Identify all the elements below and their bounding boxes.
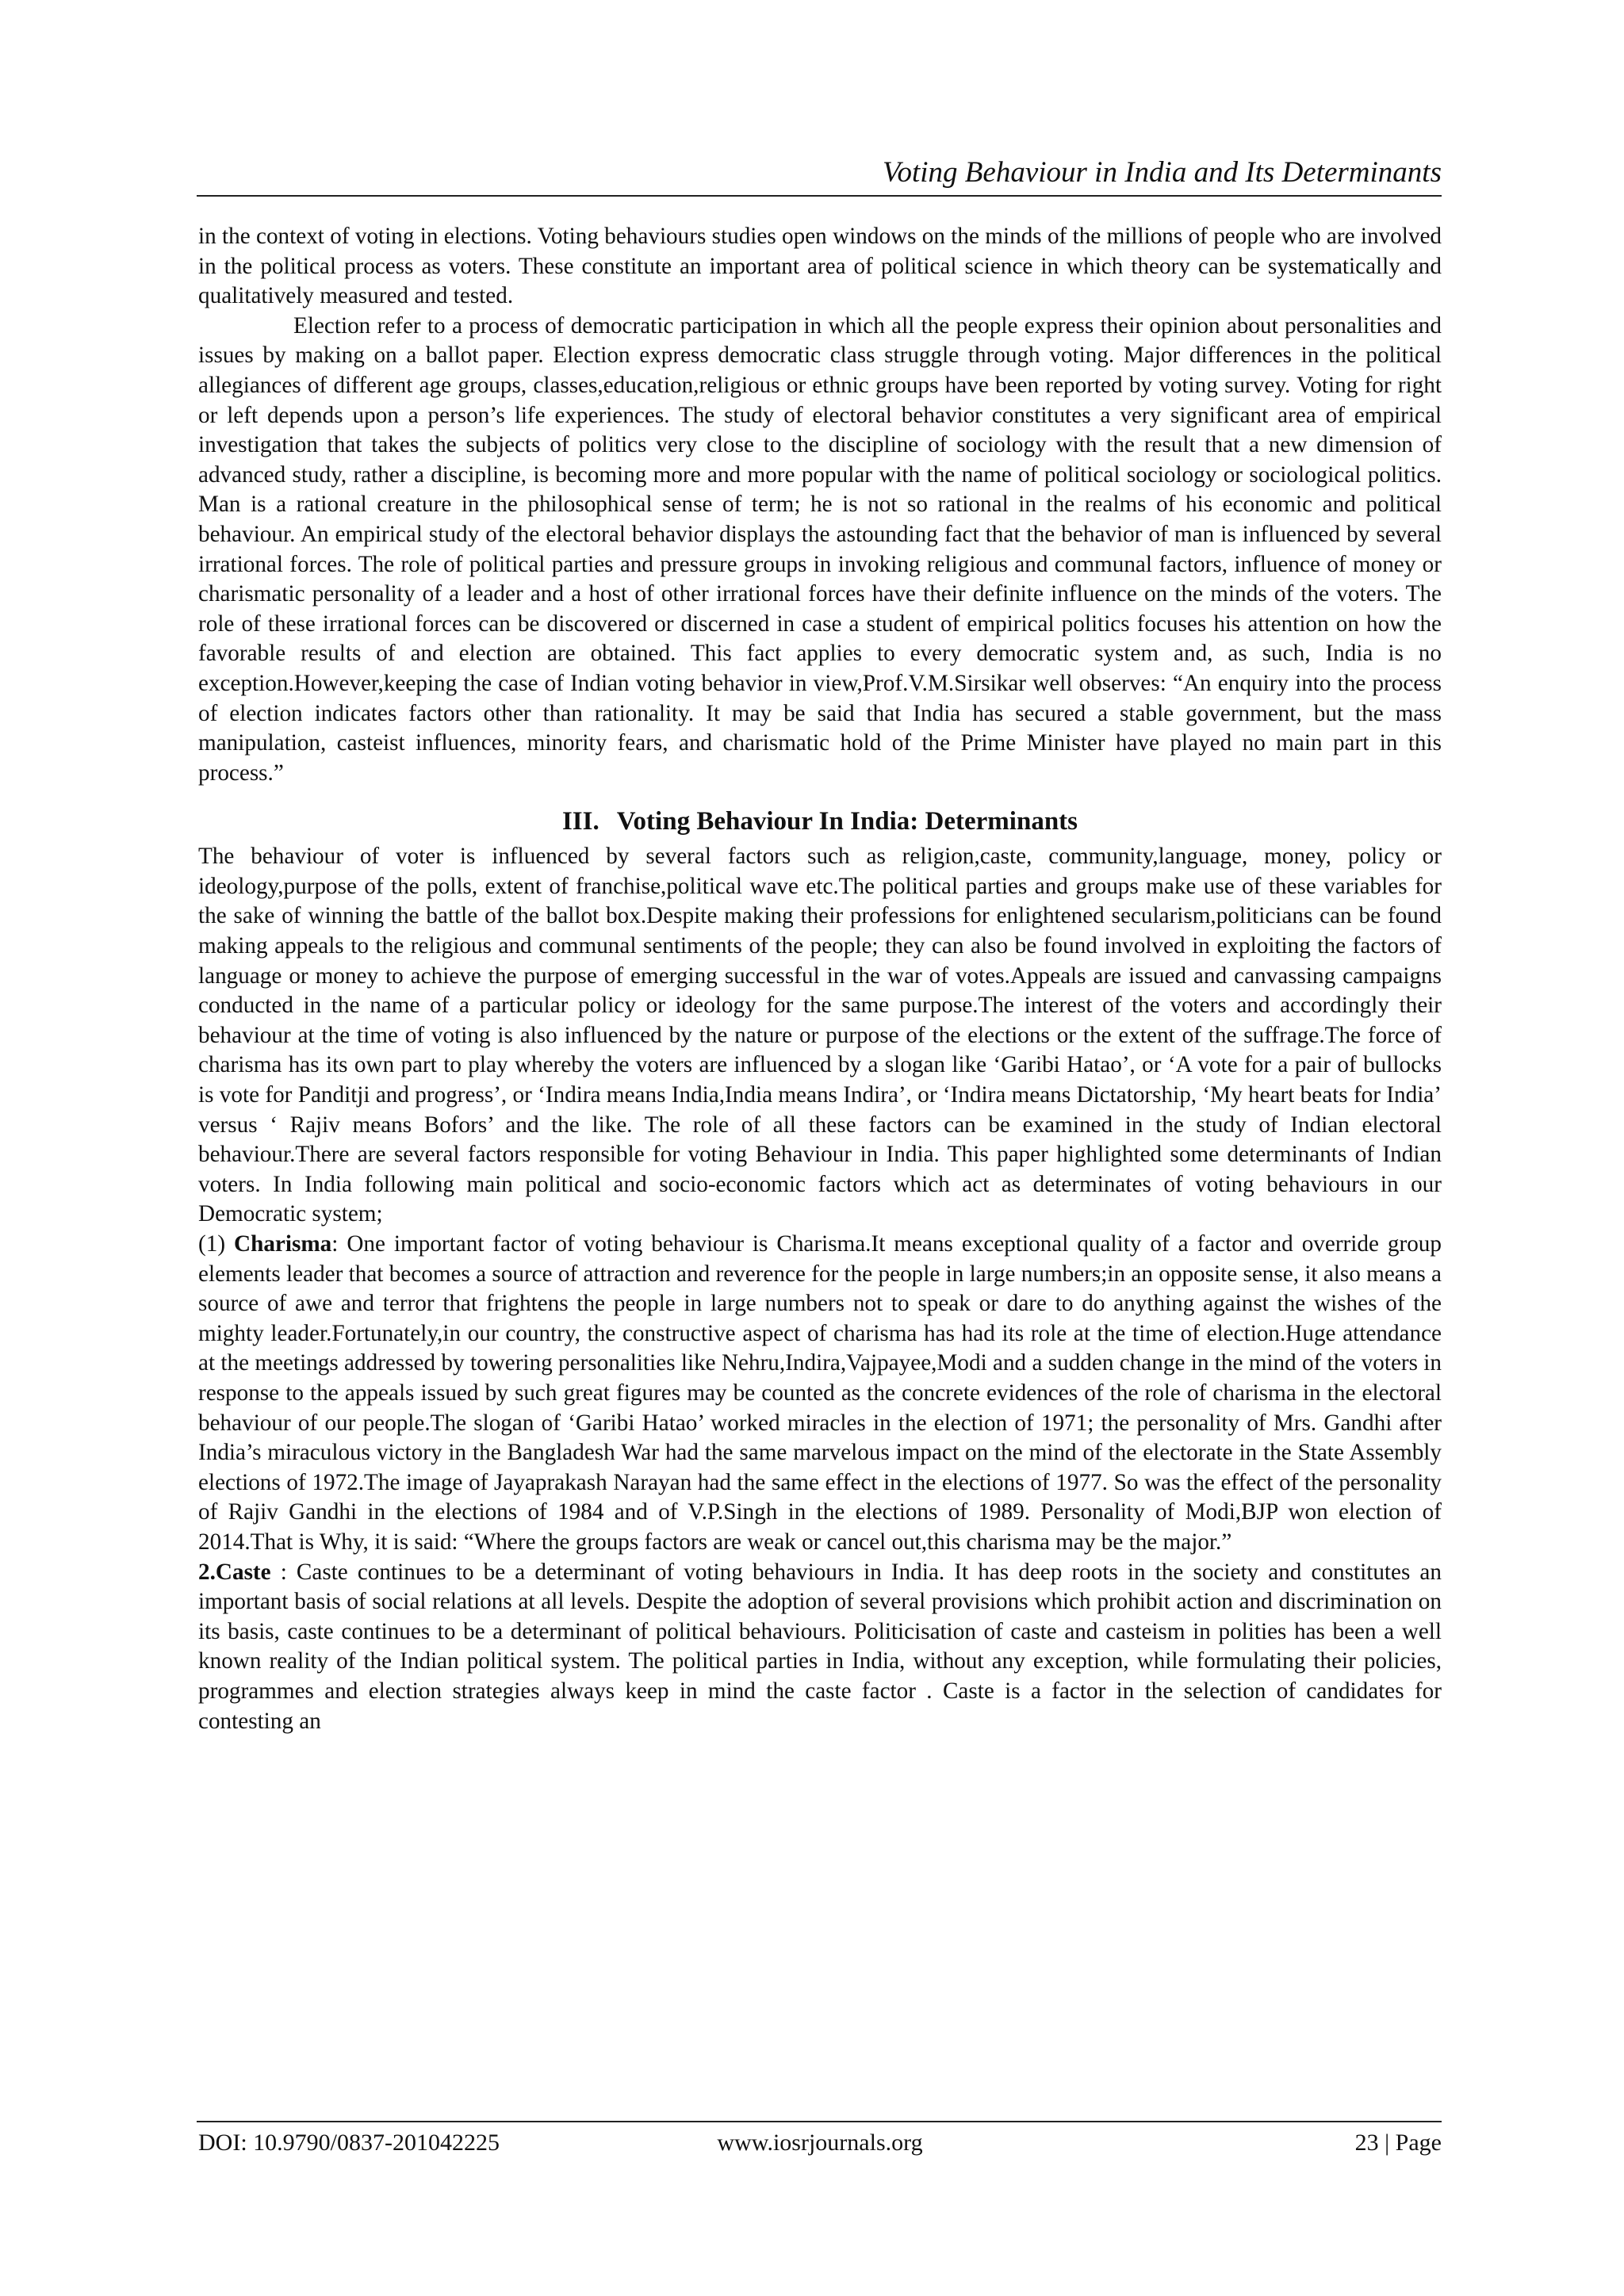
charisma-prefix: (1) [198, 1231, 235, 1257]
paragraph-caste [198, 1558, 1442, 1737]
footer-page-number: 23 | Page [1354, 2130, 1442, 2156]
footer-website: www.iosrjournals.org [717, 2130, 923, 2156]
charisma-text: : One important factor of voting behaviour is Charisma.It means exceptional quality of a factor and override group elements leader that becomes a source of attraction and reverence for the people in large numbers;in an opposite sense, it also means a source of awe and terror that frightens the people in large numbers not to speak or dare to do anything against the wishes of the mighty leader.Fortunately,in our country, the constructive aspect of charisma has had its role at the time of election.Huge attendance at the meetings addressed by towering personalities like Nehru,Indira,Vajpayee,Modi and a sudden change in the mind of the voters in response to the appeals issued by such great figures may be counted as the concrete evidences of the role of charisma in the electoral behaviour of our people.The slogan of ‘Garibi Hatao’ worked miracles in the election of 1971; the personality of Mrs. Gandhi after India’s miraculous victory in the Bangladesh War had the same marvelous impact on the mind of the electorate in the State Assembly elections of 1972.The image of Jayaprakash Narayan had the same effect in the elections of 1977. So was the effect of the personality of Rajiv Gandhi in the elections of 1984 and of V.P.Singh in the elections of 1989. Personality of Modi,BJP won election of 2014.That is Why, it is said: “Where the groups factors are weak or cancel out,this charisma may be the major.” [198, 1231, 1442, 1555]
running-header-title: Voting Behaviour in India and Its Determinants [883, 156, 1442, 189]
footer-rule [197, 2121, 1442, 2122]
paragraph-determinants-intro: The behaviour of voter is influenced by several factors such as religion,caste, community,language, money, policy or ideology,purpose of the polls, extent of franchise,political wave etc.The political parties and groups make use of these variables for the sake of winning the battle of the ballot box.Despite making their professions for enlightened secularism,politicians can be found making appeals to the religious and communal sentiments of the people; they can also be found involved in exploiting the factors of language or money to achieve the purpose of emerging successful in the war of votes.Appeals are issued and canvassing campaigns conducted in the name of a particular policy or ideology for the same purpose.The interest of the voters and accordingly their behaviour at the time of voting is also influenced by the nature or purpose of the elections or the extent of the suffrage.The force of charisma has its own part to play whereby the voters are influenced by a slogan like ‘Garibi Hatao’, or ‘A vote for a pair of bullocks is vote for Panditji and progress’, or ‘Indira means India,India means Indira’, or ‘Indira means Dictatorship, ‘My heart beats for India’ versus ‘ Rajiv means Bofors’ and the like. The role of all these factors can be examined in the study of Indian electoral behaviour.There are several factors responsible for voting Behaviour in India. This paper highlighted some determinants of Indian voters. In India following main political and socio-economic factors which act as determinates of voting behaviours in our Democratic system; [198, 844, 1442, 1227]
section-title: Voting Behaviour In India: Determinants [616, 807, 1078, 836]
caste-text: : Caste continues to be a determinant of voting behaviours in India. It has deep roots in the society and constitutes an important basis of social relations at all levels. Despite the adoption of several provisions which prohibit action and discrimination on its basis, caste continues to be a determinant of political behaviours. Politicisation of caste and casteism in polities has been a well known reality of the Indian political system. The political parties in India, without any exception, while formulating their policies, programmes and election strategies always keep in mind the caste factor . Caste is a factor in the selection of candidates for contesting an [198, 1559, 1442, 1734]
paragraph-election: Election refer to a process of democratic participation in which all the people express their opinion about personalities and issues by making on a ballot paper. Election express democratic class struggle through voting. Major differences in the political allegiances of different age groups, classes,education,religious or ethnic groups have been reported by voting survey. Voting for right or left depends upon a person’s life experiences. The study of electoral behavior constitutes a very significant area of empirical investigation that takes the subjects of politics very close to the discipline of sociology with the result that a new dimension of advanced study, rather a discipline, is becoming more and more popular with the name of political sociology or sociological politics. Man is a rational creature in the philosophical sense of term; he is not so rational in the realms of his economic and political behaviour. An empirical study of the electoral behavior displays the astounding fact that the behavior of man is influenced by several irrational forces. The role of political parties and pressure groups in invoking religious and communal factors, influence of money or charismatic personality of a leader and a host of other irrational forces have their definite influence on the minds of the voters. The role of these irrational forces can be discovered or discerned in case a student of empirical politics focuses his attention on how the favorable results of and election are obtained. This fact applies to every democratic system and, as such, India is no exception.However,keeping the case of Indian voting behavior in view,Prof.V.M.Sirsikar well observes: “An enquiry into the process of election indicates factors other than rationality. It may be said that India has secured a stable government, but the mass manipulation, casteist influences, minority fears, and charismatic hold of the Prime Minister have played no main part in this process.” [198, 312, 1442, 786]
paragraph-charisma [198, 1230, 1442, 1558]
header-rule [197, 195, 1442, 197]
article-body [198, 222, 1442, 1736]
caste-term: 2.Caste [198, 1559, 271, 1585]
section-heading [198, 806, 1442, 837]
section-number: III. [561, 807, 599, 836]
charisma-term: Charisma [234, 1231, 332, 1257]
paragraph-intro-continued: in the context of voting in elections. Voting behaviours studies open windows on the minds of the millions of people who are involved in the political process as voters. These constitute an important area of political science in which theory can be systematically and qualitatively measured and tested. [198, 224, 1442, 309]
footer-doi: DOI: 10.9790/0837-201042225 [198, 2130, 500, 2156]
